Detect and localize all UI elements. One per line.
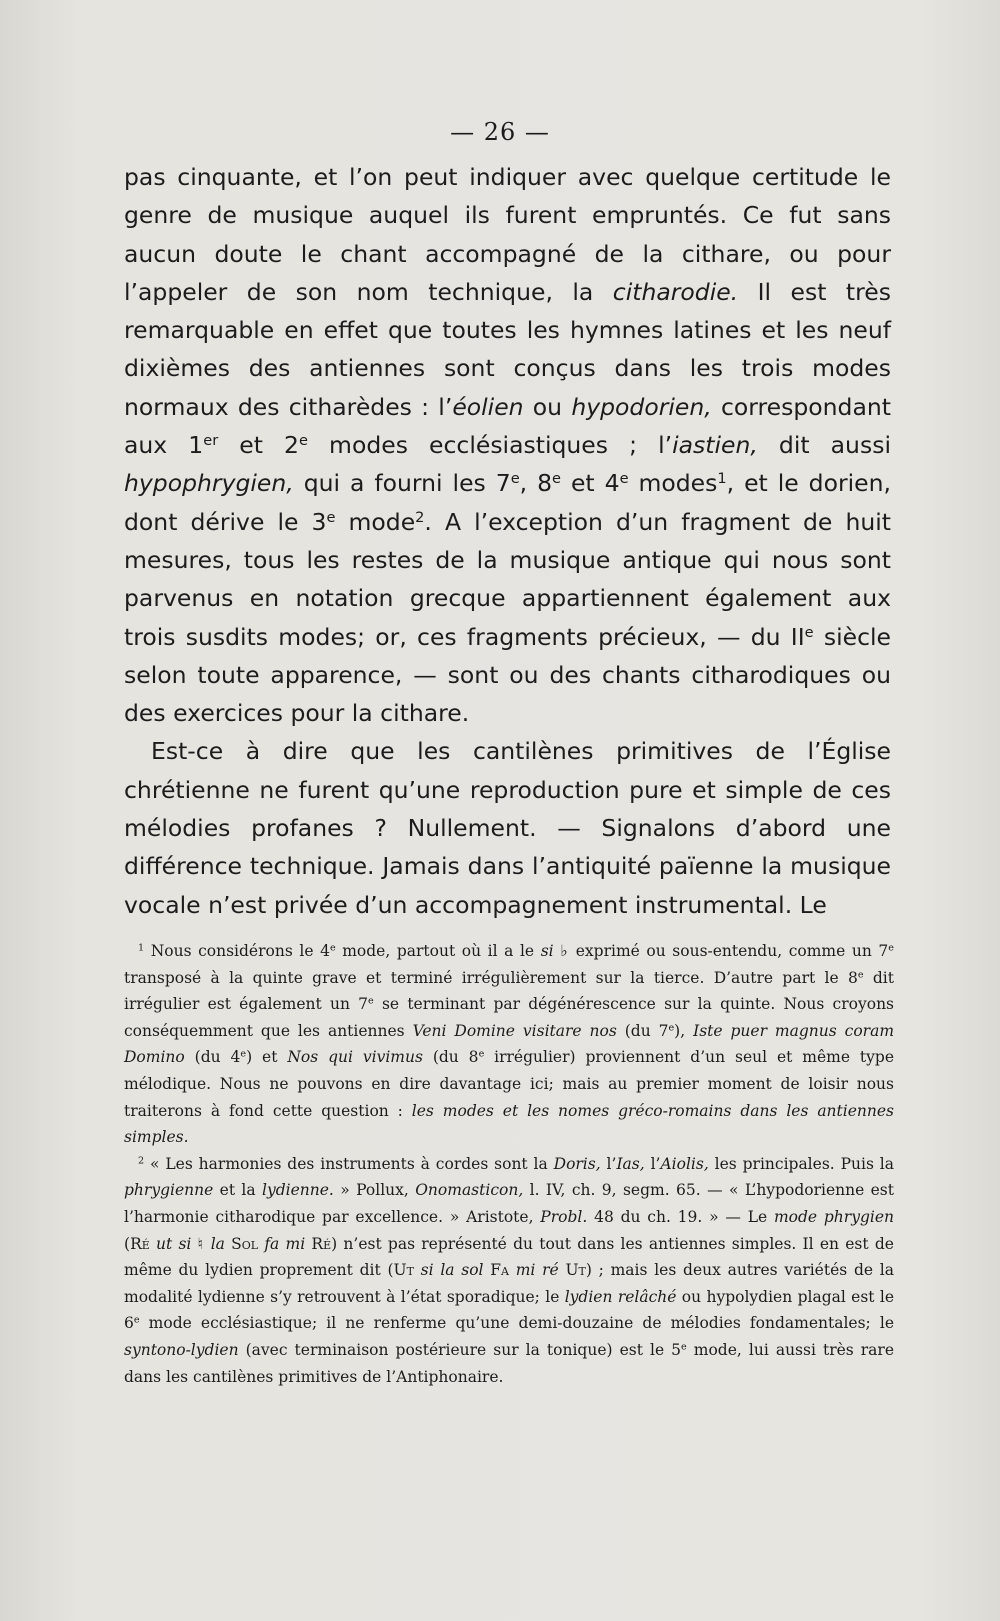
small-caps-note: Fa (490, 1261, 509, 1280)
italic-term: hypodorien, (571, 392, 712, 421)
text-run: (avec terminaison postérieure sur la tonique) est le 5 (238, 1340, 682, 1359)
footnote-ref-2: 2 (415, 508, 425, 526)
italic-note: ut si (156, 1234, 192, 1253)
page-number: — 26 — (450, 118, 550, 146)
text-run: irrégulier) proviennent d’un seul et même type mélodique. Nous ne pouvons en dire davantage ici; mais au premier moment de loisir nous traiterons à fond cette question : (124, 1048, 894, 1120)
footnote-1 (124, 938, 894, 1151)
superscript: e (668, 1022, 675, 1034)
text-run: » Pollux, (333, 1181, 416, 1200)
text-run: et 4 (561, 469, 620, 498)
italic-term: citharodie. (612, 277, 739, 306)
text-run: . A l’exception d’un fragment de huit mesures, tous les restes de la musique antique qui nous sont parvenus en notation grecque appartiennent également aux trois susdits modes; or, ces fragments précieux, — du II (124, 507, 891, 651)
italic-term: phrygienne (124, 1181, 214, 1200)
text-run: Il est très remarquable en effet que toutes les hymnes latines et les neuf dixièmes des antiennes sont conçus dans les trois modes normaux des citharèdes : l’ (124, 277, 891, 421)
italic-term: éolien (452, 392, 524, 421)
small-caps-note: Ré (311, 1234, 332, 1253)
text-run: ), (674, 1021, 694, 1040)
text-run: correspondant aux 1 (124, 392, 891, 460)
superscript: er (203, 432, 219, 450)
italic-note: la (210, 1234, 225, 1253)
footnotes (124, 938, 894, 1390)
italic-term: Doris, (553, 1154, 601, 1173)
small-caps-note: Ut (565, 1261, 586, 1280)
paragraph-1 (124, 158, 891, 732)
italic-term: si (540, 942, 554, 960)
text-run: pas cinquante, et l’on peut indiquer avec quelque certitude le genre de musique auquel ils furent empruntés. Ce fut sans aucun doute le chant accompagné de la cithare, ou pour l’appeler de son nom technique, la (124, 163, 891, 306)
italic-term: Probl. (540, 1207, 588, 1226)
italic-term: syntono-lydien (124, 1340, 239, 1359)
text-run (414, 1261, 421, 1279)
text-run: ou (523, 392, 572, 421)
superscript: e (329, 942, 336, 954)
text-run: siècle selon toute apparence, — sont ou des chants citharodiques ou des exercices pour la cithare. (124, 622, 891, 728)
superscript: e (552, 470, 562, 488)
text-run: se terminant par dégénérescence sur la quinte. Nous croyons conséquemment que les antiennes (124, 995, 895, 1040)
footnote-ref-1: 1 (717, 470, 727, 488)
superscript: e (299, 432, 308, 450)
italic-note: fa mi (264, 1234, 306, 1253)
natural-sign: ♮ (197, 1234, 205, 1253)
flat-sign: ♭ (560, 942, 570, 960)
text-run: (du 4 (184, 1048, 241, 1067)
main-text (124, 158, 891, 924)
italic-term: mode phrygien (773, 1207, 894, 1226)
paragraph-2: Est-ce à dire que les cantilènes primitives de l’Église chrétienne ne furent qu’une reproduction pure et simple de ces mélodies profanes ? Nullement. — Signalons d’abord une différence technique. Jamais dans l’antiquité païenne la musique vocale n’est privée d’un accompagnement instrumental. Le (124, 737, 891, 919)
superscript: e (804, 623, 814, 641)
italic-term: hypophrygien, (124, 469, 294, 498)
text-run: exprimé ou sous-entendu, comme un 7 (569, 942, 889, 960)
text-run: et la (213, 1181, 263, 1200)
text-run: , et le dorien, dont dérive le 3 (124, 469, 891, 536)
text-run: dit aussi (757, 431, 891, 460)
superscript: e (133, 1315, 140, 1327)
small-caps-note: Sol (231, 1234, 259, 1253)
superscript: e (240, 1049, 247, 1061)
text-run: modes (628, 469, 718, 498)
footnote-marker: 1 (138, 942, 145, 954)
text-run: mode ecclésiastique; il ne renferme qu’une demi-douzaine de mélodies fondamentales; le (139, 1314, 894, 1333)
small-caps-note: Ut (393, 1261, 414, 1280)
footnote-2 (124, 1151, 894, 1390)
text-run: qui a fourni les 7 (293, 469, 511, 498)
text-run: 48 du ch. 19. » — Le (587, 1207, 774, 1226)
italic-term: lydien relâché (564, 1287, 677, 1306)
italic-term: Nos qui vivimus (287, 1048, 423, 1067)
text-run: ( (124, 1234, 131, 1253)
text-run: (du 7 (616, 1021, 669, 1040)
text-run: « Les harmonies des instruments à cordes sont la (144, 1154, 554, 1173)
text-run (509, 1261, 516, 1279)
text-run: les principales. Puis la (708, 1154, 894, 1173)
text-run: et 2 (218, 431, 299, 460)
text-run: transposé à la quinte grave et terminé irrégulièrement sur la tierce. D’autre part le 8 (124, 968, 858, 987)
italic-term: Veni Domine visitare nos (412, 1021, 617, 1040)
text-run: ou hypolydien plagal est le 6 (124, 1287, 895, 1333)
footnote-marker: 2 (138, 1155, 145, 1167)
superscript: e (510, 470, 520, 488)
italic-note: mi ré (515, 1261, 559, 1280)
italic-term: Iste puer magnus coram Domino (124, 1021, 895, 1067)
italic-term: lydienne. (262, 1181, 334, 1200)
text-run: l. IV, ch. 9, segm. 65. — « L’hypodorienne est l’harmonie citharodique par excellence. » Aristote, (124, 1181, 894, 1226)
italic-term: les modes et les nomes gréco-romains dans les antiennes simples. (124, 1101, 894, 1147)
text-run: l’ (644, 1154, 661, 1173)
text-run: mode (335, 507, 416, 536)
text-run: mode, lui aussi très rare dans les cantilènes primitives de l’Antiphonaire. (124, 1340, 895, 1386)
italic-term: Ias, (616, 1154, 645, 1173)
text-run: ) et (246, 1048, 288, 1067)
superscript: e (619, 470, 629, 488)
italic-term: Aiolis, (660, 1154, 709, 1173)
text-run: (du 8 (422, 1048, 479, 1067)
superscript: e (368, 995, 374, 1007)
italic-term: Onomasticon, (415, 1181, 524, 1200)
text-run: dit irrégulier est également un 7 (124, 968, 894, 1014)
superscript: e (478, 1049, 485, 1061)
text-run: ) ; mais les deux autres variétés de la modalité lydienne s’y retrouvent à l’état sporadique; le (124, 1261, 894, 1306)
text-run: Nous considérons le 4 (144, 942, 330, 960)
italic-term: iastien, (672, 431, 758, 460)
superscript: e (326, 508, 336, 526)
superscript: e (857, 969, 864, 981)
superscript: e (681, 1341, 687, 1353)
text-run: mode, partout où il a le (335, 942, 541, 960)
text-run: l’ (600, 1154, 617, 1173)
small-caps-note: Ré (130, 1234, 150, 1253)
superscript: e (888, 942, 894, 954)
text-run: ) n’est pas représenté du tout dans les antiennes simples. Il en est de même du lydien proprement dit ( (124, 1234, 894, 1280)
text-run: modes ecclésiastiques ; l’ (307, 431, 673, 460)
italic-note: si la sol (420, 1261, 484, 1280)
text-run: , 8 (519, 469, 553, 498)
